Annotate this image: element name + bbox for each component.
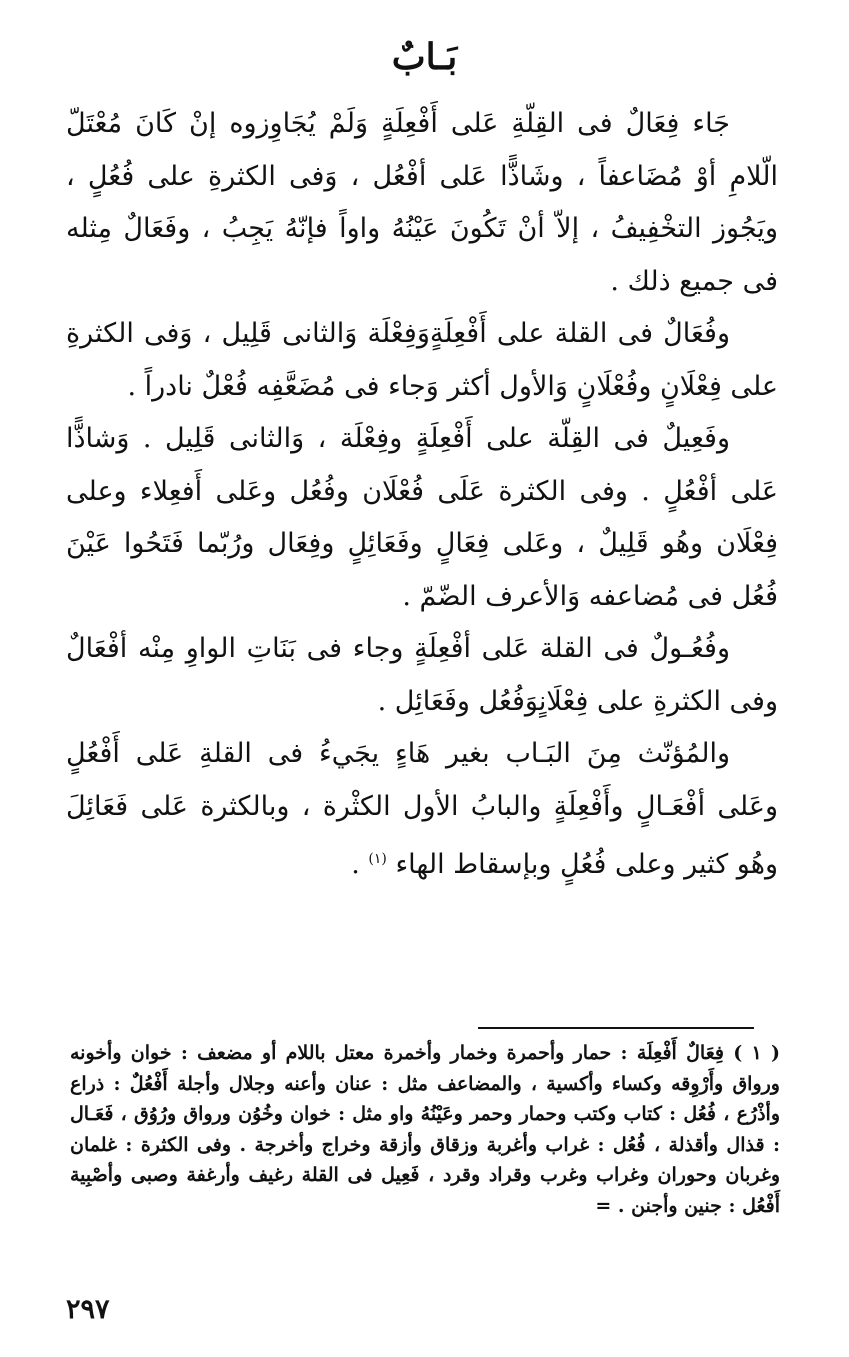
paragraph-4: وفُعُـولٌ فى القلة عَلى أفْعِلَةٍ وجاء فى بَنَاتِ الواوِ مِنْه أفْعَالٌ وفى الكثرةِ على فِعْلَانٍوَفُعُل وفَعَائِل . bbox=[66, 633, 778, 717]
footnote-divider bbox=[478, 1027, 754, 1029]
page-number: ٢٩٧ bbox=[66, 1294, 110, 1325]
main-text bbox=[66, 98, 778, 892]
page-heading: بَـابٌ bbox=[391, 36, 458, 78]
paragraph-1: جَاء فِعَالٌ فى القِلّةِ عَلى أَفْعِلَةٍ وَلَمْ يُجَاوِزوه إنْ كَانَ مُعْتَلّ الّلامِ أوْ مُضَاعفاً ، وشَاذًّا عَلى أفْعُل ، وَفى الكثرةِ على فُعُلٍ ، ويَجُوز التخْفِيفُ ، إلاّ أنْ تَكُونَ عَيْنُهُ واواً فإنّهُ يَجِبُ ، وفَعَالٌ مِثله فى جميع ذلك . bbox=[66, 108, 778, 297]
footnote-reference: (١) bbox=[368, 851, 387, 867]
paragraph-3: وفَعِيلٌ فى القِلّة على أَفْعِلَةٍ وفِعْلَة ، وَالثانى قَلِيل . وَشاذًّا عَلى أفْعُلٍ . وفى الكثرة عَلَى فُعْلَان وفُعُل وعَلى أَفعِلاء وعلى فِعْلَان وهُو قَلِيلٌ ، وعَلى فِعَالٍ وفَعَائِلٍ وفِعَال ورُبّما فَتَحُوا عَيْنَ فُعُل فى مُضاعفه وَالأعرف الضّمّ . bbox=[66, 423, 778, 612]
paragraph-5: والمُؤنّث مِنَ البَـاب بغير هَاءٍ يجَيءُ فى القلةِ عَلى أَفْعُلٍ وعَلى أفْعَـالٍ وأَفْعِلَةٍ والبابُ الأول الكثْرة ، وبالكثرة عَلى فَعَائِلَ وهُو كثير وعلى فُعُلٍ وبإسقاط الهاء $^{(١)}$ . bbox=[66, 738, 778, 880]
footnotes bbox=[70, 1038, 780, 1221]
paragraph-2: وفُعَالٌ فى القلة على أَفْعِلَةٍوَفِعْلَة وَالثانى قَلِيل ، وَفى الكثرةِ على فِعْلَانٍ وفُعْلَانٍ وَالأول أكثر وَجاء فى مُضَعَّفِه فُعْلٌ نادراً . bbox=[66, 318, 778, 402]
paragraph-5-text: والمُؤنّث مِنَ البَـاب بغير هَاءٍ يجَيءُ فى القلةِ عَلى أَفْعُلٍ وعَلى أفْعَـالٍ وأَفْعِلَةٍ والبابُ الأول الكثْرة ، وبالكثرة عَلى فَعَائِلَ وهُو كثير وعلى فُعُلٍ وبإسقاط الهاء bbox=[66, 738, 778, 880]
footnote-1: ( ١ ) فِعَالٌ أَفْعِلَة : حمار وأحمرة وخمار وأخمرة معتل باللام أو مضعف : خوان وأخونه ورواق وأَرْوِقه وكساء وأكسية ، والمضاعف مثل : عنان وأعنه وجلال وأجلة أَفْعُلٌ : ذراع وأذْرُع ، فُعُل : كتاب وكتب وحمار وحمر وعَيْنُهُ واو مثل : خوان وخُوُن ورواق ورُوُق ، فَعَـال : قذال وأقذلة ، فُعُل : غراب وأغربة وزقاق وأزقة وخراج وأخرجة . وفى الكثرة : غلمان وغربان وحوران وغراب وغرب وقراد وقرد ، فَعِيل فى القلة رغيف وأرغفة وصبى وأصْبِية أَفْعُل : جنين وأجنن . = bbox=[70, 1042, 781, 1217]
